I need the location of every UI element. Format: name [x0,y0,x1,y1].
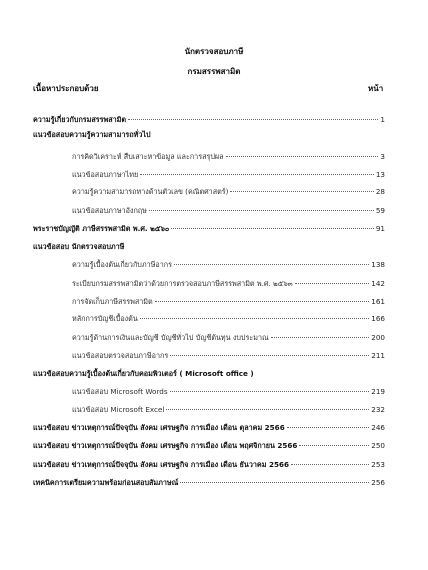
toc-entry [72,405,385,415]
dot-leader [295,283,370,284]
page-column-heading: หน้า [368,84,384,93]
dot-leader [287,427,370,428]
toc-entry [72,333,385,343]
toc-entry [33,460,385,470]
dot-leader [140,174,374,175]
toc-entry-page-number: 250 [371,441,385,450]
toc-entry-page-number: 253 [371,460,385,469]
dot-leader [226,156,379,157]
toc-entry-label: แนวข้อสอบ นักตรวจสอบภาษี [33,242,125,251]
toc-entry [33,423,385,433]
toc-entry [33,478,385,488]
toc-entry-label: แนวข้อสอบ ข่าวเหตุการณ์ปัจจุบัน สังคม เศรษฐกิจ การเมือง เดือน ตุลาคม 2566 [33,423,285,432]
dot-leader [171,228,374,229]
dot-leader [299,445,369,446]
toc-entry-label: แนวข้อสอบตรวจสอบภาษีอากร [72,351,169,360]
toc-entry-label: การจัดเก็บภาษีสรรพสามิต [72,297,153,306]
toc-entry [72,152,385,162]
dot-leader [174,264,369,265]
toc-entry-page-number: 3 [380,152,385,161]
toc-entry-page-number: 211 [371,351,385,360]
dot-leader [291,464,369,465]
toc-entry-page-number: 161 [371,297,385,306]
dot-leader [166,409,369,410]
toc-entry-label: หลักการบัญชีเบื้องต้น [72,314,138,323]
toc-entry-label: ความรู้ด้านการเงินและบัญชี บัญชีทั่วไป บัญชีต้นทุน งบประมาณ [72,333,269,342]
toc-entry-page-number: 1 [380,115,385,124]
dot-leader [170,355,369,356]
toc-entry-page-number: 232 [371,405,385,414]
toc-entry-label: ความรู้เบื้องต้นเกี่ยวกับภาษีอากร [72,260,172,269]
toc-entry-page-number: 142 [371,279,385,288]
dot-leader [128,119,378,120]
toc-entry-page-number: 246 [371,423,385,432]
toc-entry [33,242,385,252]
dot-leader [170,391,370,392]
toc-entry-label: แนวข้อสอบภาษาไทย [72,170,139,179]
toc-entry-label: การคิดวิเคราะห์ สืบเสาะหาข้อมูล และการสรุปผล [72,152,224,161]
toc-entry-label: แนวข้อสอบความรู้เบื้องต้นเกี่ยวกับคอมพิวเตอร์ ( Microsoft office ) [33,369,254,378]
toc-entry-label: แนวข้อสอบ Microsoft Words [72,387,168,396]
toc-entry-page-number: 166 [371,314,385,323]
dot-leader [271,337,370,338]
toc-entry-page-number: 256 [371,478,385,487]
dot-leader [140,318,370,319]
toc-entry [72,351,385,361]
toc-entry [72,260,385,270]
toc-entry [72,279,385,289]
dot-leader [155,301,370,302]
toc-entry-page-number: 91 [375,224,385,233]
toc-entry-label: เทคนิคการเตรียมความพร้อมก่อนสอบสัมภาษณ์ [33,478,179,487]
toc-entry [72,170,385,180]
toc-entry [33,224,385,234]
toc-entry-label: ระเบียบกรมสรรพสามิตว่าด้วยการตรวจสอบภาษีสรรพสามิต พ.ศ. ๒๕๖๓ [72,279,293,288]
toc-entry-label: แนวข้อสอบความรู้ความสามารถทั่วไป [33,130,151,139]
toc-entry-page-number: 59 [375,206,385,215]
toc-entry-label: แนวข้อสอบ Microsoft Excel [72,405,165,414]
toc-entry-page-number: 138 [371,260,385,269]
toc-entry-label: แนวข้อสอบ ข่าวเหตุการณ์ปัจจุบัน สังคม เศรษฐกิจ การเมือง เดือน พฤศจิกายน 2566 [33,441,298,450]
toc-entry-page-number: 28 [375,187,385,196]
dot-leader [230,191,373,192]
toc-entry-label: ความรู้เกี่ยวกับกรมสรรพสามิต [33,115,127,124]
toc-entry [33,130,385,140]
dot-leader [180,482,369,483]
document-subtitle: กรมสรรพสามิต [187,67,241,76]
toc-entry-label: ความรู้ความสามารถทางด้านตัวเลข (คณิตศาสตร์) [72,187,229,196]
toc-entry-label: แนวข้อสอบภาษาอังกฤษ [72,206,147,215]
toc-entry-page-number: 13 [375,170,385,179]
toc-entry [72,187,385,197]
toc-entry-page-number: 200 [371,333,385,342]
dot-leader [149,210,374,211]
contents-heading: เนื้อหาประกอบด้วย [33,84,99,93]
toc-entry [72,297,385,307]
toc-entry-label: แนวข้อสอบ ข่าวเหตุการณ์ปัจจุบัน สังคม เศรษฐกิจ การเมือง เดือน ธันวาคม 2566 [33,460,289,469]
toc-entry-label: พระราชบัญญัติ ภาษีสรรพสามิต พ.ศ. ๒๕๖๐ [33,224,170,233]
toc-entry [72,206,385,216]
toc-entry [33,441,385,451]
toc-entry [72,314,385,324]
document-title: นักตรวจสอบภาษี [184,47,244,56]
toc-entry [33,115,385,125]
toc-entry [33,369,385,379]
toc-entry-page-number: 219 [371,387,385,396]
toc-entry [72,387,385,397]
